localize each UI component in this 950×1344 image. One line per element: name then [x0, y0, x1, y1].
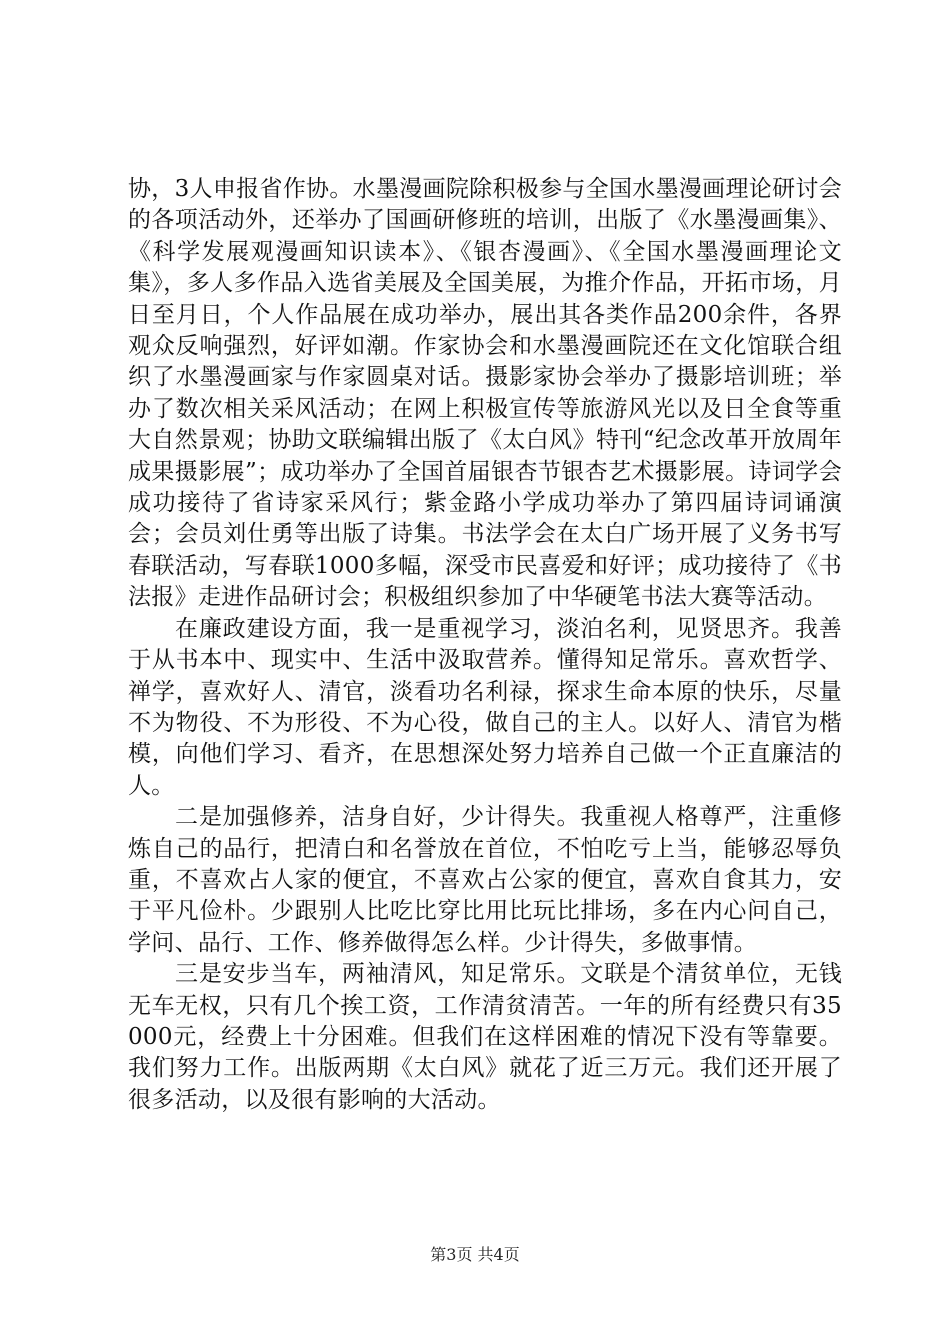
paragraph-1: 协，3人申报省作协。水墨漫画院除积极参与全国水墨漫画理论研讨会的各项活动外，还举办了国画研修班的培训，出版了《水墨漫画集》、《科学发展观漫画知识读本》、《银杏漫画》、《全国水墨漫画理论文集》，多人多作品入选省美展及全国美展，为推介作品，开拓市场，月日至月日，个人作品展在成功举办，展出其各类作品200余件，各界观众反响强烈，好评如潮。作家协会和水墨漫画院还在文化馆联合组织了水墨漫画家与作家圆桌对话。摄影家协会举办了摄影培训班；举办了数次相关采风活动；在网上积极宣传等旅游风光以及日全食等重大自然景观；协助文联编辑出版了《太白风》特刊“纪念改革开放周年成果摄影展”；成功举办了全国首届银杏节银杏艺术摄影展。诗词学会成功接待了省诗家采风行；紫金路小学成功举办了第四届诗词诵演会；会员刘仕勇等出版了诗集。书法学会在太白广场开展了义务书写春联活动，写春联1000多幅，深受市民喜爱和好评；成功接待了《书法报》走进作品研讨会；积极组织参加了中华硬笔书法大赛等活动。 — [128, 176, 842, 611]
paragraph-4: 三是安步当车，两袖清风，知足常乐。文联是个清贫单位，无钱无车无权，只有几个挨工资，工作清贫清苦。一年的所有经费只有35000元，经费上十分困难。但我们在这样困难的情况下没有等靠要。我们努力工作。出版两期《太白风》就花了近三万元。我们还开展了很多活动，以及很有影响的大活动。 — [128, 961, 842, 1113]
paragraph-3: 二是加强修养，洁身自好，少计得失。我重视人格尊严，注重修炼自己的品行，把清白和名誉放在首位，不怕吃亏上当，能够忍辱负重，不喜欢占人家的便宜，不喜欢占公家的便宜，喜欢自食其力，安于平凡俭朴。少跟别人比吃比穿比用比玩比排场，多在内心问自己，学问、品行、工作、修养做得怎么样。少计得失，多做事情。 — [128, 804, 842, 956]
page-footer: 第3页 共4页 — [430, 1245, 520, 1264]
paragraph-2: 在廉政建设方面，我一是重视学习，淡泊名利，见贤思齐。我善于从书本中、现实中、生活中汲取营养。懂得知足常乐。喜欢哲学、禅学，喜欢好人、清官，淡看功名利禄，探求生命本原的快乐，尽量不为物役、不为形役、不为心役，做自己的主人。以好人、清官为楷模，向他们学习、看齐，在思想深处努力培养自己做一个正直廉洁的人。 — [128, 615, 842, 799]
body-text — [128, 174, 842, 1116]
